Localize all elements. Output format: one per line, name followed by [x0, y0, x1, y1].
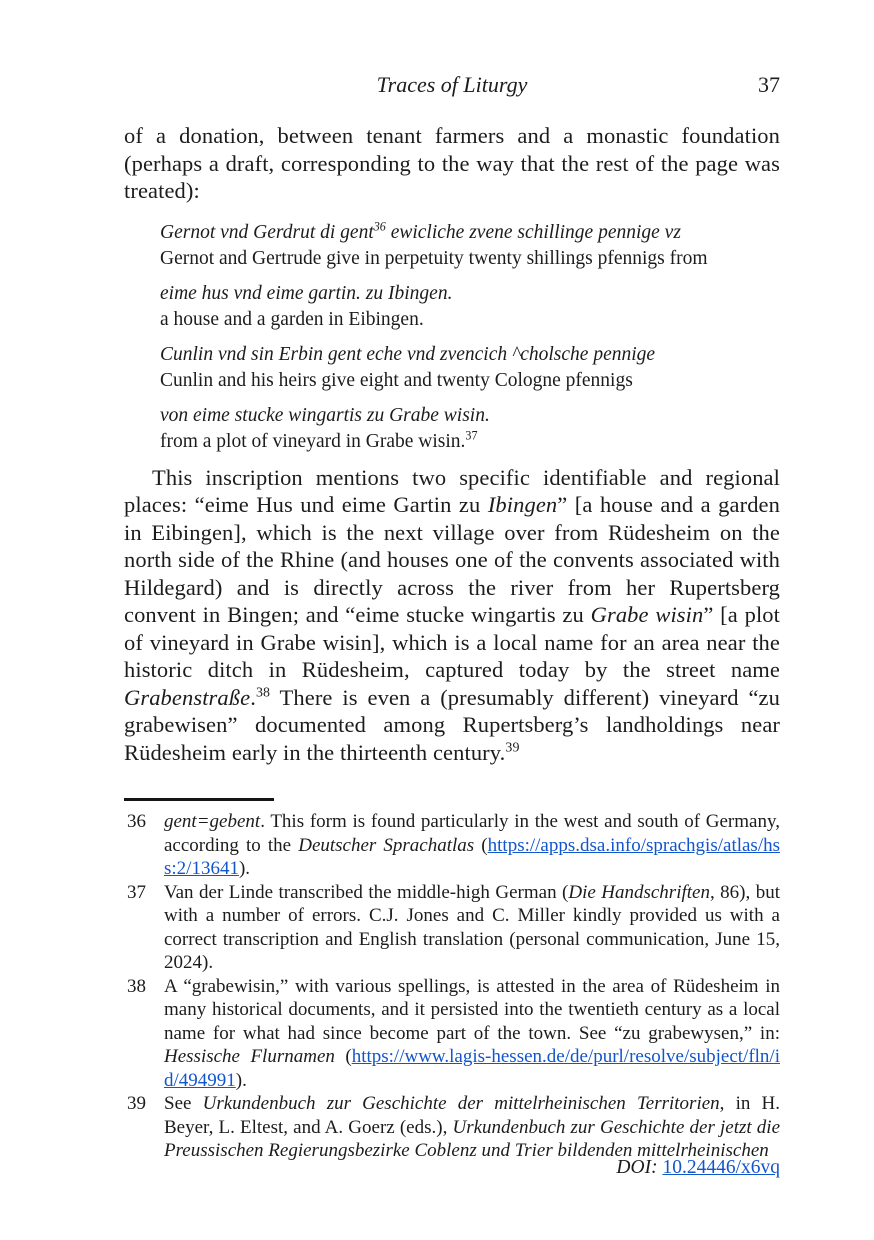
german-text: eime hus vnd eime gartin. zu Ibingen.	[160, 282, 453, 304]
footnote-36-url-link[interactable]: https://apps.dsa.info/sprachgis/atlas/hss:2/13641	[164, 834, 780, 879]
footnote-marker-37: 37	[465, 428, 478, 442]
footnote-text	[164, 1092, 780, 1163]
text-segment: This inscription mentions two specific identifiable and regional places: “eime Hus und eime Gartin zu	[124, 464, 780, 517]
footnote-rule	[124, 798, 274, 801]
footnote-marker-36: 36	[373, 219, 386, 233]
german-text: von eime stucke wingartis zu Grabe wisin.	[160, 404, 490, 426]
text-segment: , in H. Beyer, L. Eltest, and A. Goerz (eds.),	[164, 1093, 781, 1138]
italic-segment: Grabenstraße	[124, 684, 251, 710]
english-text: Gernot and Gertrude give in perpetuity twenty shillings pfennigs from	[160, 247, 708, 269]
text-segment: ).	[238, 858, 251, 879]
quote-block	[160, 220, 780, 455]
quote-couplet	[160, 220, 780, 272]
text-segment: .	[250, 684, 256, 710]
italic-segment: gent=gebent	[164, 811, 261, 832]
text-segment: (	[334, 1046, 352, 1067]
quote-couplet	[160, 403, 780, 455]
footnote-text	[164, 975, 780, 1093]
english-text: a house and a garden in Eibingen.	[160, 308, 424, 330]
german-text: ewicliche zvene schillinge pennige vz	[385, 221, 681, 243]
running-title: Traces of Liturgy	[376, 72, 528, 97]
text-segment: , 86), but with a number of errors. C.J. Jones and C. Miller kindly provided us with a correct transcription and English translation (personal communication, June 15, 2024).	[164, 881, 780, 973]
doi-line	[616, 1157, 780, 1179]
text-segment: ” [a house and a garden in Eibingen], which is the next village over from Rüdesheim on the north side of the Rhine (and houses one of the convents associated with Hildegard) and is directly across the river from her Rupertsberg convent in Bingen; and “eime stucke wingartis zu	[124, 492, 780, 627]
footnote-text	[164, 810, 780, 881]
footnote-text	[164, 881, 780, 975]
italic-segment: Deutscher Sprachatlas	[298, 834, 475, 856]
footnote-number: 36	[127, 811, 146, 832]
main-paragraph	[124, 464, 780, 767]
quote-german-line	[160, 342, 780, 368]
english-text: from a plot of vineyard in Grabe wisin.	[160, 430, 466, 452]
footnote-number: 38	[127, 975, 146, 997]
german-text: Gernot vnd Gerdrut di gent	[160, 221, 374, 243]
text-segment: A “grabewisin,” with various spellings, is attested in the area of Rüdesheim in many historical documents, and it persisted into the twentieth century as a local name for what had since become part of the town. See “zu grabewysen,” in:	[164, 975, 780, 1044]
text-segment: ).	[235, 1069, 247, 1091]
doi-link[interactable]: 10.24446/x6vq	[662, 1157, 780, 1178]
italic-segment: Ibingen	[487, 492, 558, 517]
footnote-38	[124, 975, 780, 1093]
quote-couplet	[160, 281, 780, 333]
text-segment: . This form is found particularly in the west and south of Germany, according to the	[164, 811, 780, 856]
italic-segment: Urkundenbuch zur Geschichte der mittelrheinischen Territorien	[202, 1093, 720, 1114]
quote-german-line	[160, 220, 780, 246]
quote-german-line	[160, 403, 780, 429]
quote-couplet	[160, 342, 780, 394]
footnote-39	[124, 1092, 780, 1163]
quote-english-line	[160, 246, 780, 272]
page-header	[124, 70, 780, 100]
italic-segment: Urkundenbuch zur Geschichte der jetzt die Preussischen Regierungsbezirke Coblenz und Trier bildenden mittelrheinischen	[164, 1116, 781, 1161]
english-text: Cunlin and his heirs give eight and twenty Cologne pfennigs	[160, 369, 633, 391]
quote-german-line	[160, 281, 780, 307]
footnote-marker-38: 38	[255, 685, 271, 700]
intro-paragraph: of a donation, between tenant farmers and a monastic foundation (perhaps a draft, corresponding to the way that the rest of the page was treated):	[124, 123, 780, 203]
doi-label: DOI:	[616, 1157, 658, 1178]
german-text: Cunlin vnd sin Erbin gent eche vnd zvencich ^cholsche pennige	[160, 343, 656, 365]
text-segment: See	[164, 1093, 203, 1114]
footnote-36	[124, 810, 780, 881]
footnotes-section	[124, 810, 780, 1163]
italic-segment: Hessische Flurnamen	[164, 1046, 335, 1067]
quote-english-line	[160, 368, 780, 394]
page-number: 37	[758, 72, 780, 97]
italic-segment: Die Handschriften	[568, 881, 710, 903]
quote-english-line	[160, 307, 780, 333]
text-segment: There is even a (presumably different) vineyard “zu grabewisen” documented among Rupertsberg’s landholdings near Rüdesheim early in the thirteenth century.	[124, 684, 780, 765]
italic-segment: Grabe wisin	[590, 602, 704, 627]
footnote-38-url-link[interactable]: https://www.lagis-hessen.de/de/purl/resolve/subject/fln/id/494991	[164, 1046, 780, 1091]
footnote-37	[124, 881, 780, 975]
footnote-number: 37	[127, 881, 146, 903]
text-segment: ” [a plot of vineyard in Grabe wisin], which is a local name for an area near the historic ditch in Rüdesheim, captured today by the street name	[124, 602, 780, 682]
text-segment: (	[474, 834, 488, 856]
quote-english-line	[160, 429, 780, 455]
text-segment: Van der Linde transcribed the middle-high German (	[164, 881, 569, 903]
footnote-number: 39	[127, 1093, 146, 1114]
footnote-marker-39: 39	[505, 740, 520, 755]
